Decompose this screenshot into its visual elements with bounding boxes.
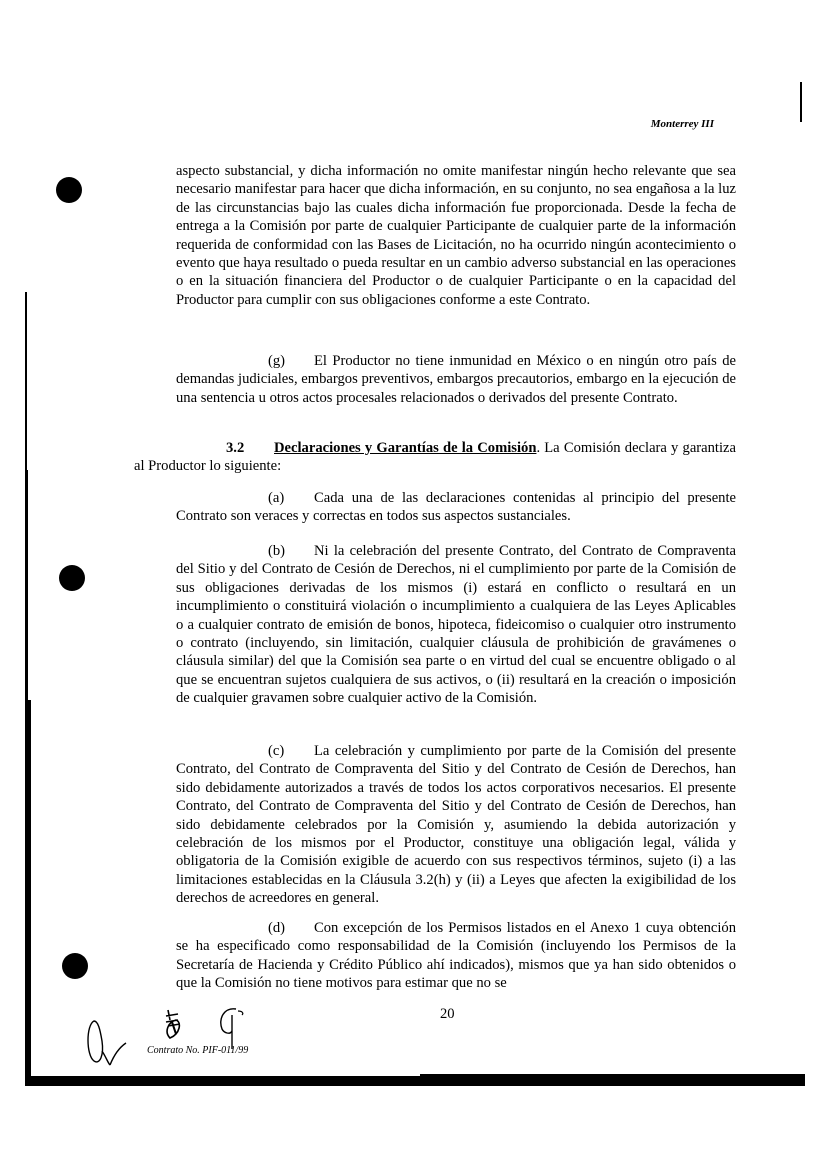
signature-initial-2 <box>160 1008 190 1042</box>
clause-text: El Productor no tiene inmunidad en México o en ningún otro país de demandas judiciales, embargos preventivos, embargos precautorios, embargo en la ejecución de una sentencia u otros actos procesales relacionados o derivados del presente Contrato. <box>176 353 736 406</box>
header-title: Monterrey III <box>650 118 714 130</box>
clause-label: (g) <box>268 353 286 369</box>
section-title: Declaraciones y Garantías de la Comisión <box>274 440 537 456</box>
signature-initial-3 <box>210 1005 250 1051</box>
clause-label: (b) <box>268 543 286 559</box>
clause-text: Cada una de las declaraciones contenidas al principio del presente Contrato son veraces y correctas en todos sus aspectos sustanciales. <box>176 490 736 525</box>
clause-text: Ni la celebración del presente Contrato, del Contrato de Compraventa del Sitio y del Contrato de Cesión de Derechos, ni el cumplimiento por parte de la Comisión de sus obligaciones derivadas de los mismos (i) estará en conflicto o resultará en un incumplimiento o constituirá violación o incumplimiento a cualquiera de las Leyes Aplicables o a cualquier contrato de emisión de bonos, hipoteca, fideicomiso o cualquier otro instrumento o contrato (incluyendo, sin limitación, cualquier cláusula de prohibición de gravámenes o cláusula similar) del que la Comisión sea parte o en virtud del cual se encuentre obligado o al que se encuentran sujetos cualquiera de sus activos, o (ii) resultará en la creación o imposición de cualquier gravamen sobre cualquier activo de la Comisión. <box>176 543 736 707</box>
clause-item-d <box>176 919 736 993</box>
clause-item-g <box>176 352 736 407</box>
paragraph-continuation <box>176 162 736 309</box>
clause-item-c <box>176 742 736 908</box>
section-text: . La Comisión declara y garantiza al Productor lo siguiente: <box>134 440 736 475</box>
clause-label: (c) <box>268 743 285 759</box>
clause-text: Con excepción de los Permisos listados en el Anexo 1 cuya obtención se ha especificado como responsabilidad de la Comisión (incluyendo los Permisos de la Secretaría de Hacienda y Crédito Público ahí indicados), mismos que ya han sido obtenidos o que la Comisión no tiene motivos para estimar que no se <box>176 920 736 992</box>
punch-hole-icon <box>59 565 85 591</box>
signature-initial-1 <box>84 1015 128 1067</box>
clause-item-a <box>176 489 736 526</box>
scan-right-rule <box>800 82 802 122</box>
clause-label: (a) <box>268 490 285 506</box>
contract-reference: Contrato No. PIF-011/99 <box>147 1045 249 1056</box>
punch-hole-icon <box>56 177 82 203</box>
section-number: 3.2 <box>226 440 245 456</box>
scan-border-left-thick <box>25 700 31 1086</box>
clause-text: La celebración y cumplimiento por parte de la Comisión del presente Contrato, del Contrato de Compraventa del Sitio y del Contrato de Cesión de Derechos, han sido debidamente autorizados a través de todos los actos corporativos necesarios. El presente Contrato, del Contrato de Compraventa del Sitio y del Contrato de Cesión de Derechos, han sido debidamente celebrados por la Comisión y, asumiendo la debida autorización y celebración de los mismos por el Productor, constituye una obligación legal, válida y obligatoria de la Comisión exigible de acuerdo con sus respectivos términos, sujeto (i) a las limitaciones establecidas en la Cláusula 3.2(h) y (ii) a Leyes que afecten la exigibilidad de los derechos de acreedores en general. <box>176 743 736 907</box>
page-number: 20 <box>440 1006 455 1022</box>
paragraph-text: aspecto substancial, y dicha información no omite manifestar ningún hecho relevante que sea necesario manifestar para hacer que dicha información, en su conjunto, no sea engañosa a la luz de las circunstancias bajo las cuales dicha información fue proporcionada. Desde la fecha de entrega a la Comisión por parte de cualquier Participante de cualquier parte de la información requerida de conformidad con las Bases de Licitación, no ha ocurrido ningún acontecimiento o evento que haya resultado o pueda resultar en un cambio adverso substancial en las operaciones o en la situación financiera del Productor o de cualquier Participante o en la capacidad del Productor para cumplir con sus obligaciones conforme a este Contrato. <box>176 163 736 308</box>
section-3-2 <box>134 439 736 476</box>
scan-border-left-mid <box>25 470 28 710</box>
clause-label: (d) <box>268 920 286 936</box>
scan-border-bottom-step <box>420 1074 805 1078</box>
clause-item-b <box>176 542 736 708</box>
punch-hole-icon <box>62 953 88 979</box>
